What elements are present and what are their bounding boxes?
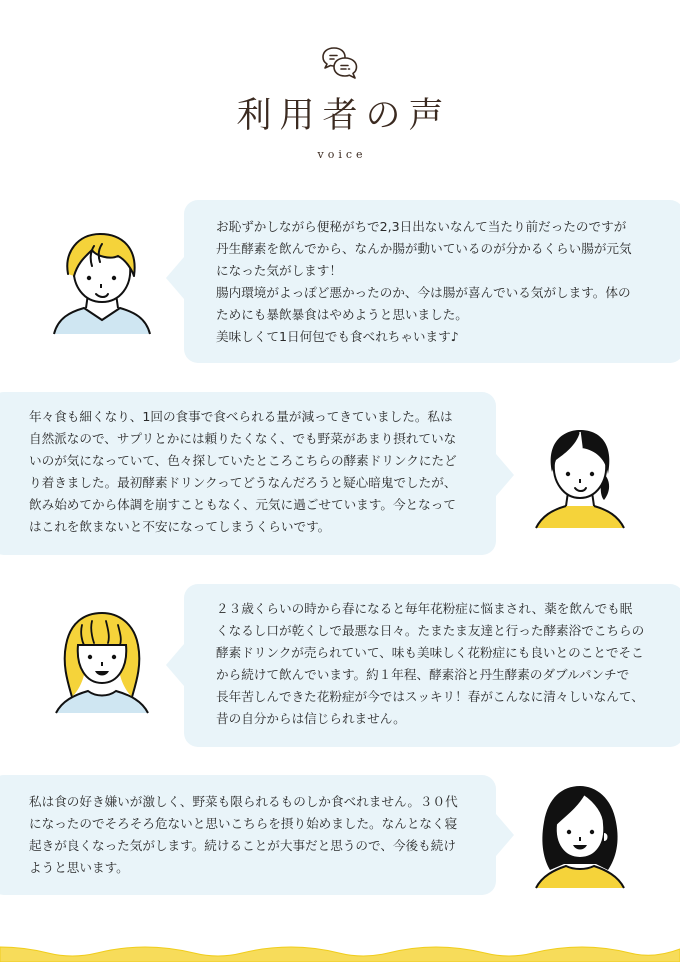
testimonial-text: 私は食の好き嫌いが激しく、野菜も限られるものしか食べれません。３０代 になったのでそろそろ危ないと思いこちらを摂り始めました。なんとなく寝 起きが良くなった気がします。続けることが大事だと思うので、今後も続け ようと思います。	[29, 794, 458, 875]
page-subtitle: voice	[317, 148, 367, 161]
person-avatar-icon	[52, 226, 152, 336]
bubble-tail	[496, 454, 514, 496]
section-header	[0, 0, 680, 180]
avatar-short-blonde-hair	[52, 226, 152, 336]
bubble-tail	[166, 257, 184, 299]
chat-bubbles-icon	[321, 46, 359, 82]
avatar-wavy-blonde-hair	[52, 605, 152, 715]
person-avatar-icon	[530, 420, 630, 530]
testimonial-bubble-1	[184, 200, 680, 363]
testimonial-bubble-2	[0, 392, 496, 555]
person-avatar-icon	[52, 605, 152, 715]
page-title: 利用者の声	[236, 96, 452, 136]
testimonial-text: ２３歳くらいの時から春になると毎年花粉症に悩まされ、薬を飲んでも眠 くなるし口が乾くしで最悪な日々。たまたま友達と行った酵素浴でこちらの 酵素ドリンクが売られていて、味も美味しく花粉症にも良いとのことでそこ から続けて飲んでいます。約１年程、酵素浴と丹生酵素のダブルパンチで 長年苦しんできた花粉症が今ではスッキリ！春がこんなに清々しいなんて、 昔の自分からは信じられません。	[216, 601, 645, 726]
testimonial-bubble-4	[0, 775, 496, 895]
bubble-tail	[496, 814, 514, 856]
decorative-wave	[0, 944, 680, 962]
testimonial-text: 年々食も細くなり、1回の食事で食べられる量が減ってきていました。私は 自然派なので、サプリとかには頼りたくなく、でも野菜があまり摂れていな いのが気になっていて、色々探していたところこちらの酵素ドリンクにたど り着きました。最初酵素ドリンクってどうなんだろうと疑心暗鬼でしたが、 飲み始めてから体調を崩すこともなく、元気に過ごせています。今となって はこれを飲まないと不安になってしまうくらいです。	[29, 409, 457, 534]
avatar-dark-hair-bun	[530, 420, 630, 530]
bubble-tail	[166, 644, 184, 686]
avatar-black-bob-hair	[530, 778, 630, 890]
testimonial-text: お恥ずかしながら便秘がちで2,3日出ないなんて当たり前だったのですが 丹生酵素を飲んでから、なんか腸が動いているのが分かるくらい腸が元気 になった気がします！ 腸内環境がよっぽど悪かったのか、今は腸が喜んでいる気がします。体の ためにも暴飲暴食はやめようと思いました。 美味しくて1日何包でも食べれちゃいます♪	[216, 219, 632, 344]
testimonial-bubble-3	[184, 584, 680, 747]
person-avatar-icon	[530, 778, 630, 890]
